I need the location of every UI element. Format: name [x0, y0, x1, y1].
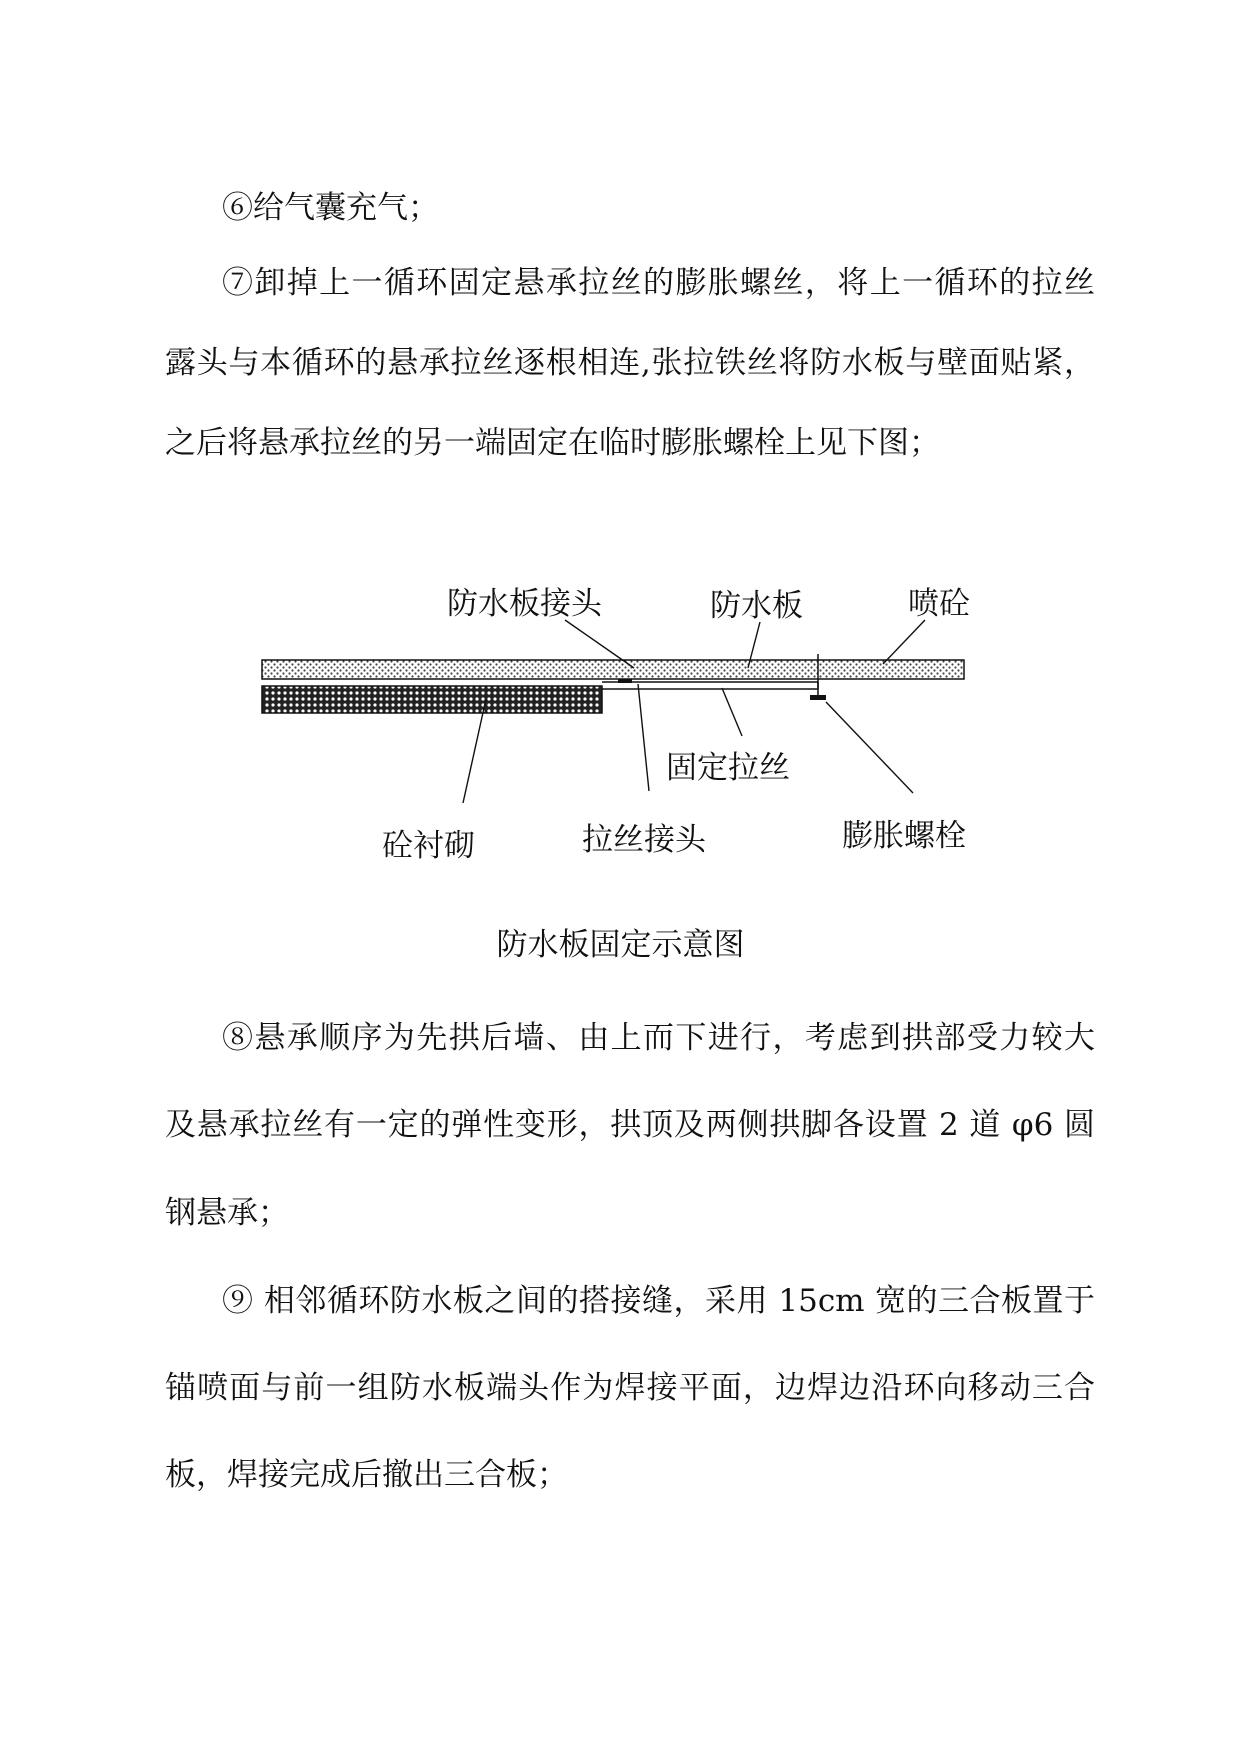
leader-lining [463, 699, 486, 803]
paragraph-text: ⑦卸掉上一循环固定悬承拉丝的膨胀螺丝，将上一循环的拉丝 [222, 265, 1095, 301]
paragraph-8-line-3 [165, 1193, 1065, 1233]
paragraph-8-line-2 [165, 1105, 1095, 1145]
paragraph-8-line-1 [222, 1018, 1095, 1058]
paragraph-text: 板，焊接完成后撤出三合板； [165, 1457, 568, 1493]
leader-shotcrete [883, 620, 925, 664]
label-concrete-lining: 砼衬砌 [382, 828, 475, 864]
label-fixing-wire: 固定拉丝 [666, 750, 790, 786]
label-shotcrete: 喷砼 [908, 586, 970, 622]
paragraph-text: 及悬承拉丝有一定的弹性变形，拱顶及两侧拱脚各设置 2 道 φ6 圆 [165, 1107, 1095, 1143]
expansion-bolt-head [810, 695, 826, 700]
paragraph-9-line-3 [165, 1455, 1065, 1495]
label-expansion-bolt: 膨胀螺栓 [842, 818, 966, 854]
leader-wire [722, 688, 742, 736]
paragraph-text: ⑨ 相邻循环防水板之间的搭接缝，采用 15cm 宽的三合板置于 [222, 1283, 1095, 1319]
paragraph-text: ⑧悬承顺序为先拱后墙、由上而下进行，考虑到拱部受力较大 [222, 1020, 1095, 1056]
paragraph-text: 之后将悬承拉丝的另一端固定在临时膨胀螺栓上见下图； [165, 425, 940, 461]
shotcrete-layer [262, 660, 964, 679]
paragraph-text: 锚喷面与前一组防水板端头作为焊接平面，边焊边沿环向移动三合 [165, 1370, 1095, 1406]
figure-caption: 防水板固定示意图 [496, 927, 745, 963]
label-wire-joint: 拉丝接头 [582, 822, 706, 858]
leader-wire-joint [638, 684, 649, 791]
paragraph-text: ⑥给气囊充气； [222, 190, 439, 226]
paragraph-text: 露头与本循环的悬承拉丝逐根相连,张拉铁丝将防水板与壁面贴紧， [165, 345, 1095, 381]
label-board-joint: 防水板接头 [447, 586, 602, 622]
paragraph-text: 钢悬承； [165, 1195, 289, 1231]
board-joint-mark [618, 679, 632, 683]
paragraph-9-line-2 [165, 1368, 1095, 1408]
leader-bolt [826, 702, 913, 793]
label-waterproof-board: 防水板 [710, 588, 803, 624]
paragraph-9-line-1 [222, 1281, 1095, 1321]
concrete-lining [262, 686, 602, 713]
